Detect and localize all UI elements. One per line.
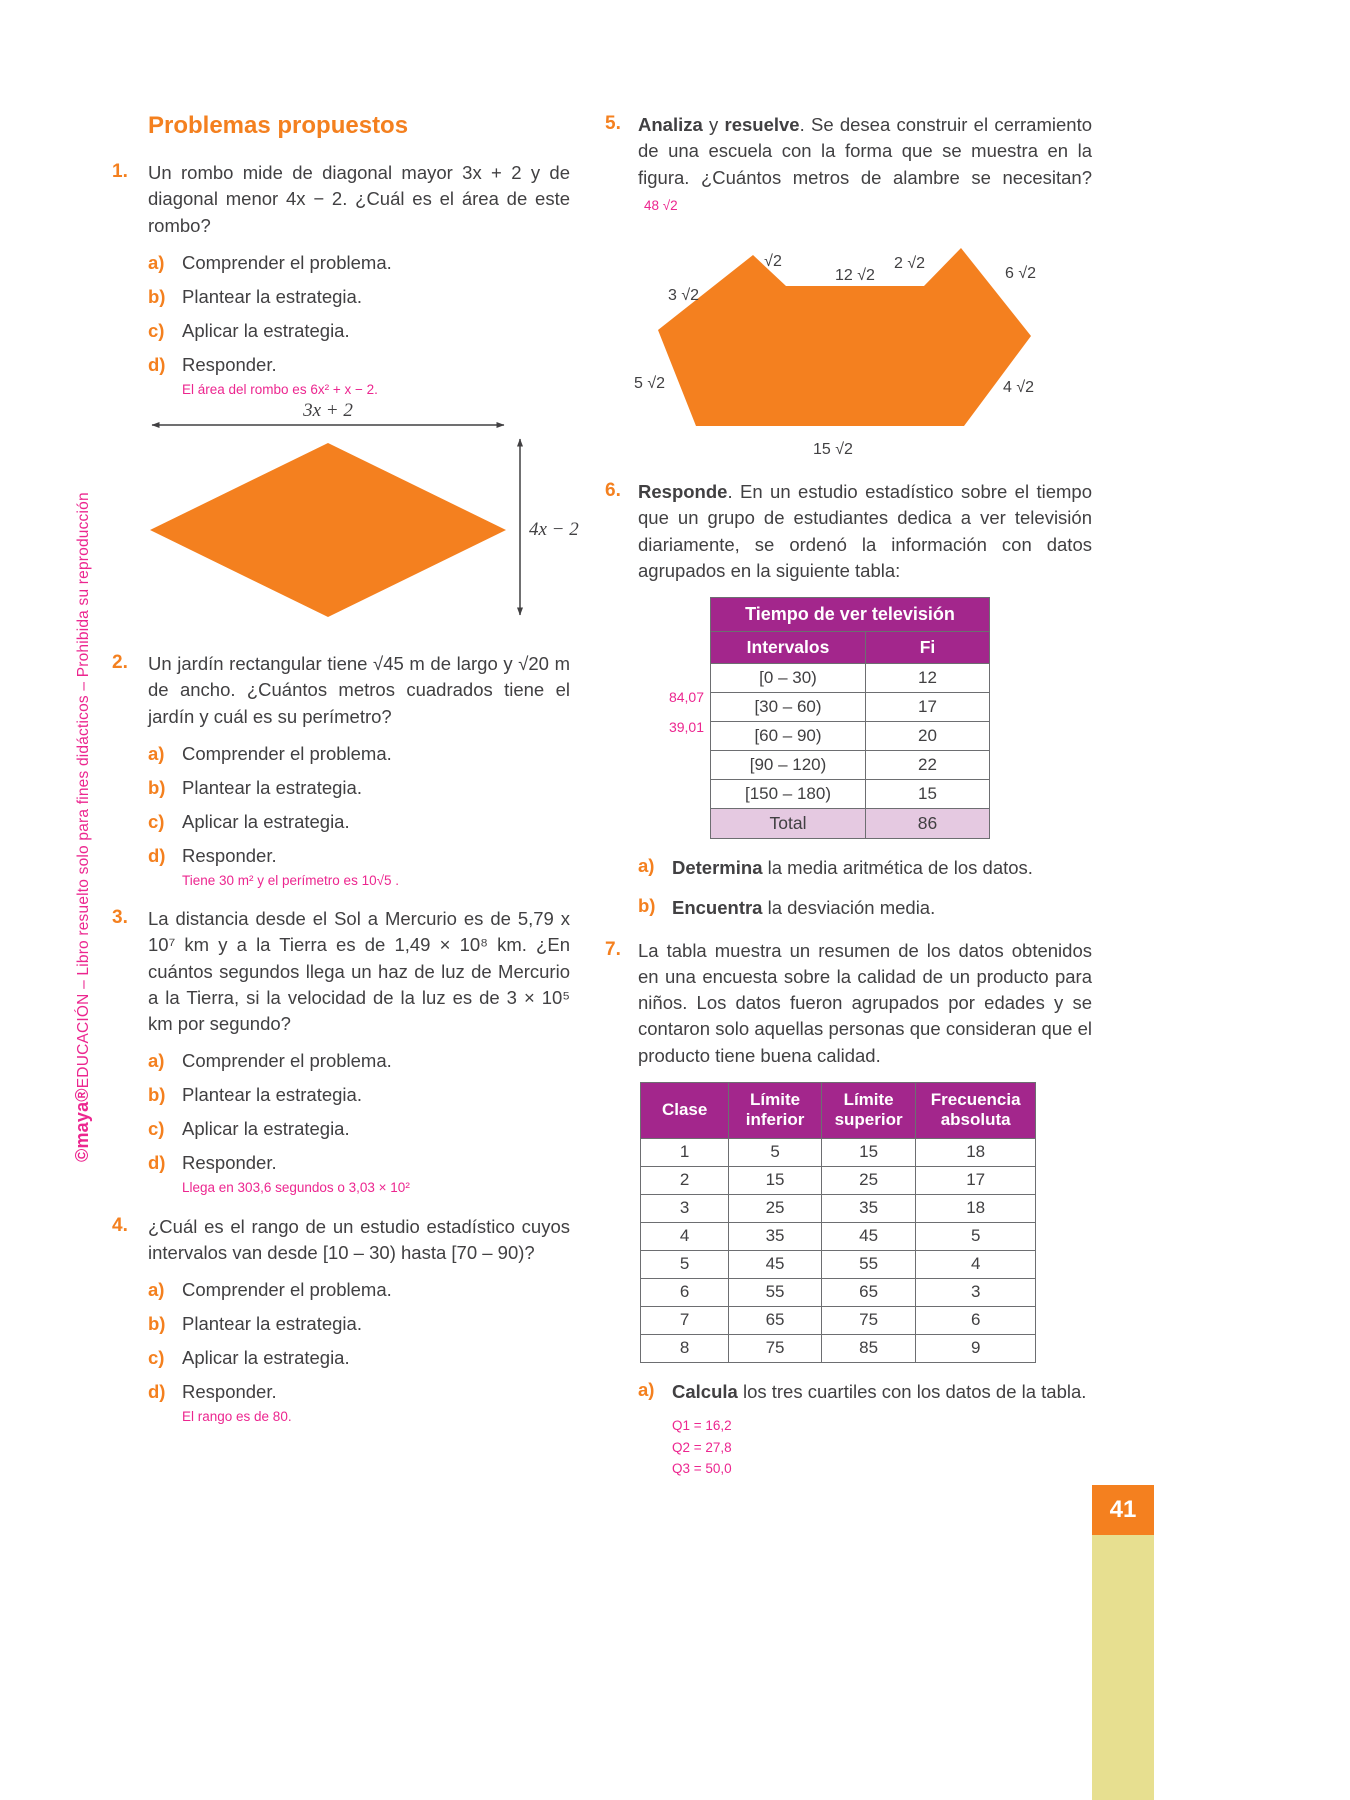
frequency-cell: 17 <box>866 693 990 722</box>
step-letter: a) <box>148 1279 165 1301</box>
solution-steps <box>148 1050 570 1174</box>
rhombus-shape <box>150 443 506 617</box>
problem-5 <box>605 112 1092 463</box>
problem-6 <box>605 479 1092 922</box>
class-cell: 4 <box>641 1222 729 1250</box>
frequency-cell: 12 <box>866 664 990 693</box>
solution-step <box>148 743 570 765</box>
problem-3 <box>112 906 570 1198</box>
upper-limit-cell: 85 <box>821 1334 916 1362</box>
step-label: Aplicar la estrategia. <box>182 319 350 341</box>
absolute-frequency-cell: 4 <box>916 1250 1036 1278</box>
frequency-cell: 22 <box>866 751 990 780</box>
lower-limit-cell: 55 <box>729 1278 822 1306</box>
solution-step <box>148 320 570 342</box>
diagonal-major-label: 3x + 2 <box>303 403 353 422</box>
absolute-frequency-cell: 3 <box>916 1278 1036 1306</box>
solution-step <box>148 1347 570 1369</box>
quartile-answer: Q2 = 27,8 <box>672 1439 732 1455</box>
step-letter: b) <box>148 1084 166 1106</box>
problem-1 <box>112 160 579 635</box>
side-label-notch: √2 <box>764 253 782 271</box>
step-letter: c) <box>148 319 165 341</box>
lower-limit-cell: 15 <box>729 1166 822 1194</box>
side-label-top-right: 6 √2 <box>1005 265 1037 283</box>
total-label: Total <box>711 809 866 839</box>
table-row <box>711 722 990 751</box>
interval-cell: [60 – 90) <box>711 722 866 751</box>
solution-steps <box>148 252 570 376</box>
problem-body-text: . En un estudio estadístico sobre el tiempo que un grupo de estudiantes dedica a ver televisión diariamente, se ordenó la información con datos agrupados en la siguiente tabla: <box>638 481 1092 581</box>
quality-survey-table <box>640 1082 1036 1363</box>
side-label-step: 2 √2 <box>893 255 925 273</box>
frequency-cell: 20 <box>866 722 990 751</box>
problem-body-text: . Se desea construir el cerramiento de una escuela con la forma que se muestra en la figura. ¿Cuántos metros de alambre se necesitan? <box>638 114 1092 188</box>
part-letter: a) <box>638 1378 655 1400</box>
problem-text: La distancia desde el Sol a Mercurio es de 5,79 x 10⁷ km y a la Tierra es de 1,49 × 10⁸ km. ¿En cuántos segundos llega un haz de luz de Mercurio a la Tierra, si la velocidad de la luz es de 3 × 10⁵ km por segundo? <box>148 908 570 1035</box>
side-label-top-left: 3 √2 <box>667 287 699 305</box>
lead-word: Encuentra <box>672 897 763 919</box>
problem-4 <box>112 1214 570 1427</box>
lead-connector: y <box>702 114 725 135</box>
side-label-right: 4 √2 <box>1003 379 1035 397</box>
total-row <box>711 809 990 839</box>
lower-limit-cell: 35 <box>729 1222 822 1250</box>
problem-2 <box>112 651 570 890</box>
step-letter: c) <box>148 810 165 832</box>
solution-step <box>148 1381 570 1403</box>
absolute-frequency-cell: 18 <box>916 1194 1036 1222</box>
frequency-cell: 15 <box>866 780 990 809</box>
side-label-left: 5 √2 <box>633 375 665 393</box>
solution-step <box>148 286 570 308</box>
step-label: Aplicar la estrategia. <box>182 810 350 832</box>
solution-step <box>148 252 570 274</box>
table-row <box>711 780 990 809</box>
answer-annotation: 39,01 <box>668 719 704 736</box>
solution-step <box>148 1118 570 1140</box>
class-cell: 5 <box>641 1250 729 1278</box>
upper-limit-cell: 45 <box>821 1222 916 1250</box>
lead-word: Calcula <box>672 1380 738 1402</box>
table-row <box>641 1250 1036 1278</box>
problem-number: 7. <box>605 938 621 960</box>
step-letter: d) <box>148 1152 166 1174</box>
step-label: Responder. <box>182 1381 277 1403</box>
right-column <box>605 112 1092 1496</box>
step-label: Comprender el problema. <box>182 1050 392 1072</box>
step-label: Responder. <box>182 1152 277 1174</box>
part-a <box>638 855 1092 881</box>
lower-limit-cell: 5 <box>729 1138 822 1166</box>
solution-step <box>148 1084 570 1106</box>
step-label: Aplicar la estrategia. <box>182 1347 350 1369</box>
problem-head <box>112 160 570 239</box>
solution-step <box>148 1313 570 1335</box>
class-cell: 6 <box>641 1278 729 1306</box>
page-number: 41 <box>1092 1485 1154 1535</box>
table-row <box>641 1334 1036 1362</box>
table-row <box>711 664 990 693</box>
problem-head <box>112 1214 570 1267</box>
problem-head <box>605 938 1092 1069</box>
step-letter: b) <box>148 285 166 307</box>
quartile-answer: Q1 = 16,2 <box>672 1418 732 1434</box>
part-text <box>672 895 1092 921</box>
problem-number: 4. <box>112 1214 128 1236</box>
side-label-bottom: 15 √2 <box>813 441 853 459</box>
answer-annotation: 84,07 <box>668 689 704 706</box>
problem-text: Un rombo mide de diagonal mayor 3x + 2 y de diagonal menor 4x − 2. ¿Cuál es el área de este rombo? <box>148 162 570 236</box>
copyright-sidebar <box>72 414 98 1162</box>
copyright-text: EDUCACIÓN – Libro resuelto solo para fines didácticos – Prohibida su reproducción <box>75 492 92 1089</box>
problem-text: Un jardín rectangular tiene √45 m de largo y √20 m de ancho. ¿Cuántos metros cuadrados tiene el jardín y cuál es su perímetro? <box>148 653 570 727</box>
rhombus-svg <box>148 403 584 635</box>
step-label: Plantear la estrategia. <box>182 1084 362 1106</box>
step-letter: d) <box>148 353 166 375</box>
step-letter: b) <box>148 776 166 798</box>
part-text <box>672 855 1092 881</box>
step-label: Responder. <box>182 844 277 866</box>
lead-word: Responde <box>638 481 728 503</box>
part-letter: a) <box>638 855 655 877</box>
quartile-answer: Q3 = 50,0 <box>672 1461 732 1477</box>
table-row <box>641 1138 1036 1166</box>
step-letter: c) <box>148 1118 165 1140</box>
upper-limit-cell: 15 <box>821 1138 916 1166</box>
problem-head <box>112 906 570 1037</box>
column-header-intervalos: Intervalos <box>711 632 866 664</box>
answer-note: 48 √2 <box>644 197 678 213</box>
total-value: 86 <box>866 809 990 839</box>
solution-step <box>148 1152 570 1174</box>
step-letter: a) <box>148 1050 165 1072</box>
upper-limit-cell: 25 <box>821 1166 916 1194</box>
class-cell: 3 <box>641 1194 729 1222</box>
tv-time-table <box>710 597 990 839</box>
table-row <box>641 1222 1036 1250</box>
lower-limit-cell: 45 <box>729 1250 822 1278</box>
absolute-frequency-cell: 5 <box>916 1222 1036 1250</box>
table-title: Tiempo de ver televisión <box>711 598 990 632</box>
part-body-text: los tres cuartiles con los datos de la tabla. <box>737 1380 1087 1402</box>
solution-step <box>148 845 570 867</box>
table-row <box>711 693 990 722</box>
absolute-frequency-cell: 6 <box>916 1306 1036 1334</box>
upper-limit-cell: 55 <box>821 1250 916 1278</box>
step-label: Comprender el problema. <box>182 742 392 764</box>
interval-cell: [150 – 180) <box>711 780 866 809</box>
problem-7 <box>605 938 1092 1480</box>
problem-text: La tabla muestra un resumen de los datos obtenidos en una encuesta sobre la calidad de un producto para niños. Los datos fueron agrupados por edades y se contaron solo aquellas personas que consideran que el producto tiene buena calidad. <box>638 939 1092 1066</box>
problem-number: 2. <box>112 652 128 674</box>
answer-note: Llega en 303,6 segundos o 3,03 × 10² <box>182 1180 410 1196</box>
class-cell: 8 <box>641 1334 729 1362</box>
interval-cell: [90 – 120) <box>711 751 866 780</box>
problem-number: 6. <box>605 480 621 502</box>
column-header-clase: Clase <box>641 1082 729 1138</box>
lower-limit-cell: 75 <box>729 1334 822 1362</box>
lower-limit-cell: 65 <box>729 1306 822 1334</box>
lead-word: Analiza <box>638 114 703 135</box>
solution-step <box>148 811 570 833</box>
quartile-answers <box>672 1415 1092 1480</box>
answer-note: El rango es de 80. <box>182 1409 292 1425</box>
lower-limit-cell: 25 <box>729 1194 822 1222</box>
step-label: Comprender el problema. <box>182 1279 392 1301</box>
part-letter: b) <box>638 895 656 917</box>
column-header-frecuencia-absoluta: Frecuencia absoluta <box>916 1082 1036 1138</box>
rhombus-figure <box>148 403 584 635</box>
step-letter: b) <box>148 1313 166 1335</box>
problem-text <box>638 112 1092 217</box>
answer-note: El área del rombo es 6x² + x − 2. <box>182 381 378 397</box>
column-header-limite-inferior: Límite inferior <box>729 1082 822 1138</box>
class-cell: 7 <box>641 1306 729 1334</box>
step-letter: a) <box>148 742 165 764</box>
solution-step <box>148 777 570 799</box>
problem-number: 1. <box>112 161 128 182</box>
solution-step <box>148 1050 570 1072</box>
publisher-logo: ©maya® <box>72 1088 92 1162</box>
step-letter: c) <box>148 1347 165 1369</box>
step-label: Comprender el problema. <box>182 251 392 273</box>
upper-limit-cell: 65 <box>821 1278 916 1306</box>
upper-limit-cell: 35 <box>821 1194 916 1222</box>
table-row <box>641 1278 1036 1306</box>
step-letter: a) <box>148 251 165 273</box>
absolute-frequency-cell: 9 <box>916 1334 1036 1362</box>
step-letter: d) <box>148 1381 166 1403</box>
absolute-frequency-cell: 17 <box>916 1166 1036 1194</box>
class-cell: 1 <box>641 1138 729 1166</box>
part-text <box>672 1379 1092 1405</box>
lead-word: Determina <box>672 857 763 879</box>
step-letter: d) <box>148 844 166 866</box>
step-label: Plantear la estrategia. <box>182 285 362 307</box>
step-label: Plantear la estrategia. <box>182 1313 362 1335</box>
problem-number: 3. <box>112 907 128 929</box>
problem-text <box>638 479 1092 584</box>
fence-figure <box>613 230 1063 463</box>
part-b <box>638 895 1092 921</box>
class-cell: 2 <box>641 1166 729 1194</box>
solution-steps <box>148 743 570 867</box>
solution-step <box>148 1279 570 1301</box>
table-row <box>711 751 990 780</box>
interval-cell: [0 – 30) <box>711 664 866 693</box>
table-row <box>641 1306 1036 1334</box>
part-body-text: la media aritmética de los datos. <box>762 857 1033 879</box>
upper-limit-cell: 75 <box>821 1306 916 1334</box>
step-label: Responder. <box>182 353 277 375</box>
part-body-text: la desviación media. <box>762 897 936 919</box>
absolute-frequency-cell: 18 <box>916 1138 1036 1166</box>
table-row <box>641 1194 1036 1222</box>
table-row <box>641 1166 1036 1194</box>
lead-word: resuelve <box>724 114 800 135</box>
step-label: Plantear la estrategia. <box>182 776 362 798</box>
column-header-fi: Fi <box>866 632 990 664</box>
problem-text: ¿Cuál es el rango de un estudio estadístico cuyos intervalos van desde [10 – 30) hasta [70 – 90)? <box>148 1215 570 1263</box>
section-heading: Problemas propuestos <box>148 112 409 139</box>
left-column <box>112 112 579 1442</box>
fence-svg <box>613 230 1063 463</box>
part-a <box>638 1379 1092 1405</box>
problem-number: 5. <box>605 113 621 134</box>
interval-cell: [30 – 60) <box>711 693 866 722</box>
problem-head <box>605 112 1092 217</box>
tv-table-wrapper <box>668 597 990 839</box>
answer-note: Tiene 30 m² y el perímetro es 10√5 . <box>182 872 400 888</box>
solution-step <box>148 354 570 376</box>
solution-steps <box>148 1279 570 1403</box>
diagonal-minor-label: 4x − 2 <box>529 519 579 541</box>
problem-head <box>605 479 1092 584</box>
side-label-top: 12 √2 <box>835 267 875 285</box>
column-header-limite-superior: Límite superior <box>821 1082 916 1138</box>
problem-head <box>112 651 570 730</box>
step-label: Aplicar la estrategia. <box>182 1118 350 1140</box>
